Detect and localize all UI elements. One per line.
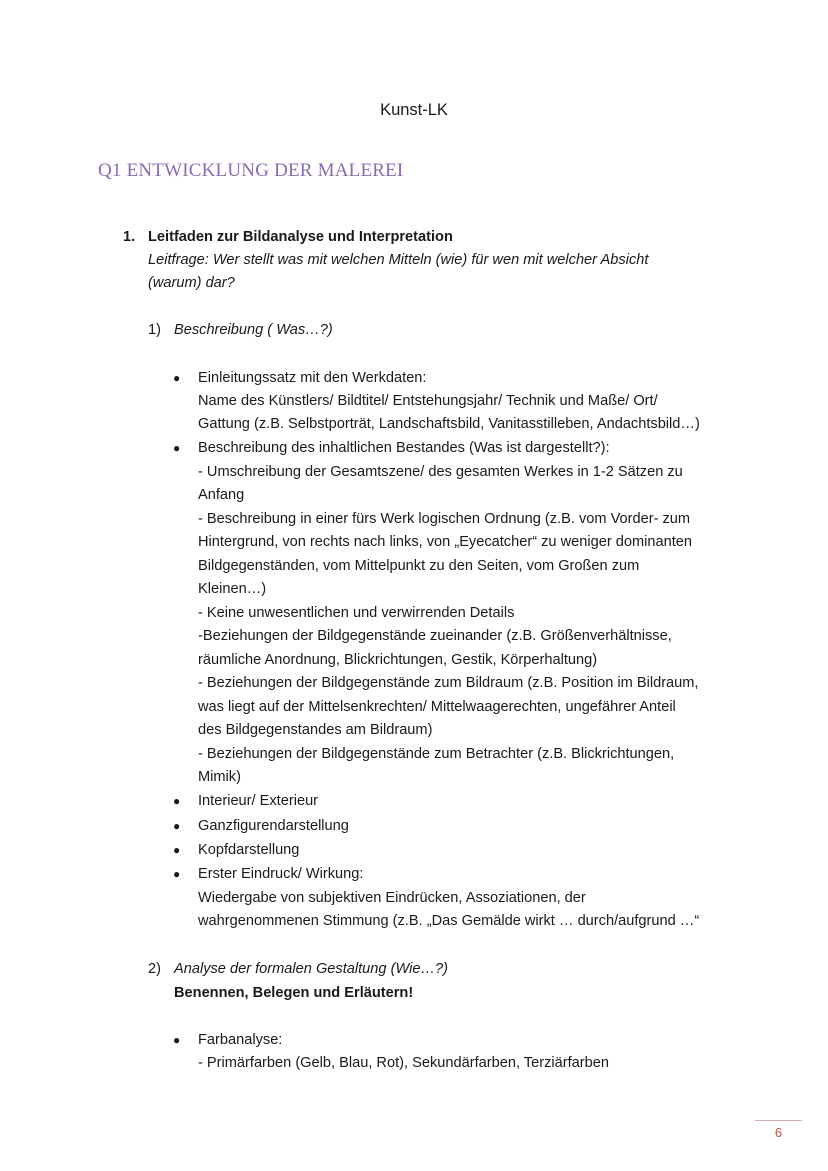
bullet-text-line: Erster Eindruck/ Wirkung: — [198, 866, 364, 882]
bullet-text-line: Anfang — [198, 487, 245, 503]
bullet-text-line: Name des Künstlers/ Bildtitel/ Entstehungsjahr/ Technik und Maße/ Ort/ — [198, 393, 658, 409]
bullet-icon: ● — [173, 819, 181, 833]
bullet-text-line: Hintergrund, von rechts nach links, von „Eyecatcher“ zu weniger dominanten — [198, 534, 693, 550]
subsection-title: Analyse der formalen Gestaltung (Wie…?) — [174, 961, 449, 977]
bullet-text-line: Gattung (z.B. Selbstporträt, Landschaftsbild, Vanitasstilleben, Andachtsbild…) — [198, 416, 700, 432]
item-number: 1. — [123, 229, 136, 245]
bullet-text-line: wahrgenommenen Stimmung (z.B. „Das Gemälde wirkt … durch/aufgrund …“ — [198, 913, 700, 929]
bullet-text-line: Beschreibung des inhaltlichen Bestandes (Was ist dargestellt?): — [198, 440, 610, 456]
bullet-icon: ● — [173, 441, 181, 455]
bullet-text-line: - Beziehungen der Bildgegenstände zum Bildraum (z.B. Position im Bildraum, — [198, 675, 699, 691]
subsection-number: 2) — [148, 961, 161, 977]
subsection-number: 1) — [148, 322, 161, 338]
leitfrage-line: (warum) dar? — [148, 275, 235, 291]
footer-divider — [755, 1120, 802, 1121]
page-number: 6 — [774, 1125, 783, 1140]
bullet-text-line: Kleinen…) — [198, 581, 267, 597]
bullet-text-line: Farbanalyse: — [198, 1032, 283, 1048]
bullet-text-line: Wiedergabe von subjektiven Eindrücken, Assoziationen, der — [198, 890, 586, 906]
item-title: Leitfaden zur Bildanalyse und Interpretation — [148, 229, 453, 245]
bullet-text-line: was liegt auf der Mittelsenkrechten/ Mittelwaagerechten, ungefährer Anteil — [198, 699, 676, 715]
bullet-text-line: - Keine unwesentlichen und verwirrenden Details — [198, 605, 515, 621]
bullet-text-line: -Beziehungen der Bildgegenstände zueinander (z.B. Größenverhältnisse, — [198, 628, 672, 644]
bullet-icon: ● — [173, 794, 181, 808]
bullet-text-line: - Beschreibung in einer fürs Werk logischen Ordnung (z.B. vom Vorder- zum — [198, 511, 691, 527]
bullet-text-line: Kopfdarstellung — [198, 842, 300, 858]
subsection-emphasis: Benennen, Belegen und Erläutern! — [174, 985, 414, 1001]
section-title: Q1 ENTWICKLUNG DER MALEREI — [98, 160, 404, 181]
bullet-icon: ● — [173, 843, 181, 857]
bullet-text-line: - Umschreibung der Gesamtszene/ des gesamten Werkes in 1-2 Sätzen zu — [198, 464, 683, 480]
subsection-title: Beschreibung ( Was…?) — [174, 322, 333, 338]
bullet-text-line: Interieur/ Exterieur — [198, 793, 319, 809]
bullet-text-line: - Beziehungen der Bildgegenstände zum Betrachter (z.B. Blickrichtungen, — [198, 746, 675, 762]
bullet-icon: ● — [173, 1033, 181, 1047]
bullet-text-line: Bildgegenständen, vom Mittelpunkt zu den Seiten, vom Großen zum — [198, 558, 640, 574]
bullet-text-line: Einleitungssatz mit den Werkdaten: — [198, 370, 427, 386]
leitfrage-line: Leitfrage: Wer stellt was mit welchen Mitteln (wie) für wen mit welcher Absicht — [148, 252, 649, 268]
bullet-text-line: Mimik) — [198, 769, 241, 785]
bullet-icon: ● — [173, 371, 181, 385]
document-header-title: Kunst-LK — [380, 101, 448, 119]
bullet-text-line: - Primärfarben (Gelb, Blau, Rot), Sekundärfarben, Terziärfarben — [198, 1055, 609, 1071]
bullet-text-line: räumliche Anordnung, Blickrichtungen, Gestik, Körperhaltung) — [198, 652, 598, 668]
bullet-text-line: des Bildgegenstandes am Bildraum) — [198, 722, 433, 738]
bullet-icon: ● — [173, 867, 181, 881]
bullet-text-line: Ganzfigurendarstellung — [198, 818, 349, 834]
